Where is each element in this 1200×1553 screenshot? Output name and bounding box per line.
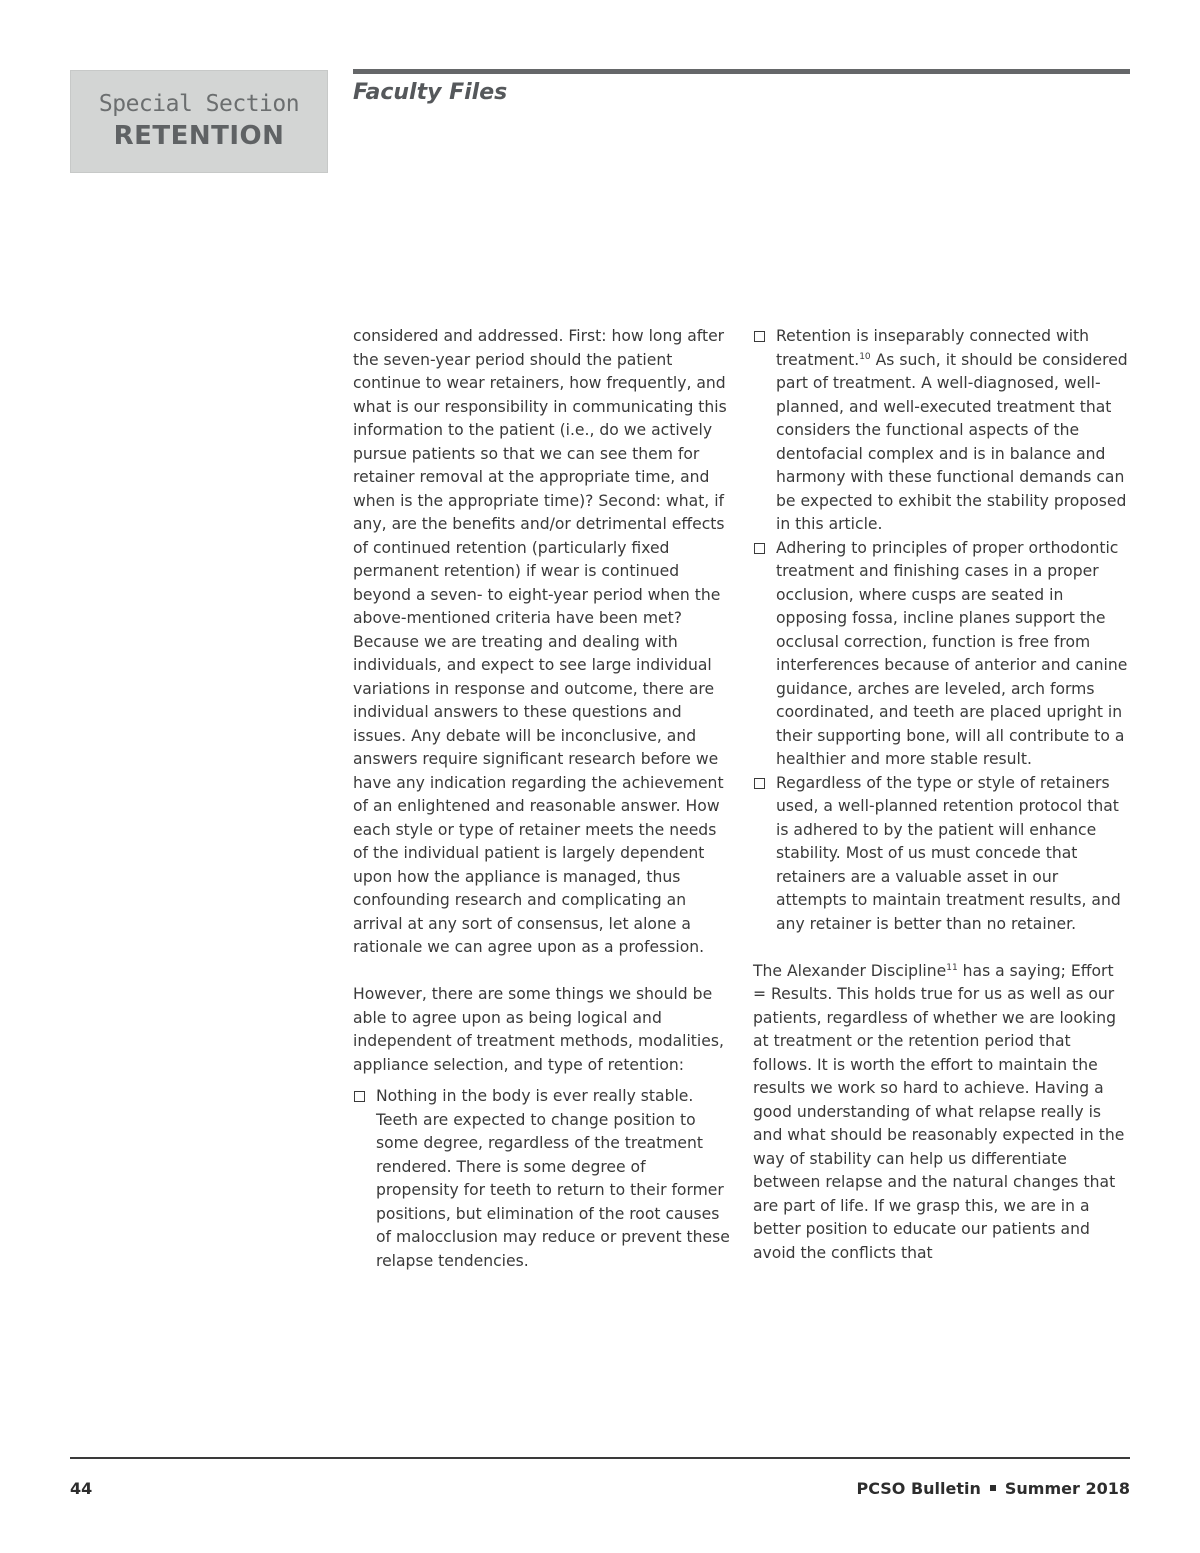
page-title: Faculty Files (353, 80, 508, 105)
body-paragraph (753, 960, 1130, 1266)
right-column (753, 325, 1130, 1265)
footer-rule (70, 1457, 1130, 1459)
checkbox-bullet-icon (754, 543, 765, 554)
special-section-box (70, 70, 328, 173)
publication-name: PCSO Bulletin (856, 1479, 981, 1498)
left-column (353, 325, 730, 1273)
reference-superscript: 10 (859, 351, 871, 362)
checkbox-bullet-icon (754, 778, 765, 789)
section-label: Special Section (98, 91, 300, 117)
paragraph-text: has a saying; Effort = Results. This holds true for us as well as our patients, regardless of whether we are looking at treatment or the retention period that follows. It is worth the effort to maintain the results we work so hard to achieve. Having a good understanding of what relapse really is and what should be reasonably expected in the way of stability can help us differentiate between relapse and the natural changes that are part of life. If we grasp this, we are in a better position to educate our patients and avoid the conflicts that (753, 961, 1125, 1262)
body-paragraph: considered and addressed. First: how long after the seven-year period should the patient continue to wear retainers, how frequently, and what is our responsibility in communicating this information to the patient (i.e., do we actively pursue patients so that we can see them for retainer removal at the appropriate time, and when is the appropriate time)? Second: what, if any, are the benefits and/or detrimental effects of continued retention (particularly fixed permanent retention) if wear is continued beyond a seven- to eight-year period when the above-mentioned criteria have been met? Because we are treating and dealing with individuals, and expect to see large individual variations in response and outcome, there are individual answers to these questions and issues. Any debate will be inconclusive, and answers require significant research before we have any indication regarding the achievement of an enlightened and reasonable answer. How each style or type of retainer meets the needs of the individual patient is largely dependent upon how the appliance is managed, thus confounding research and complicating an arrival at any sort of consensus, let alone a rationale we can agree upon as a profession. (353, 327, 727, 956)
list-item (753, 325, 1130, 537)
checkbox-bullet-icon (754, 331, 765, 342)
paragraph-text: The Alexander Discipline (753, 961, 947, 980)
header-rule (353, 69, 1130, 74)
section-title: RETENTION (113, 121, 285, 151)
list-item-text: Regardless of the type or style of retainers used, a well-planned retention protocol that is adhered to by the patient will enhance stability. Most of us must concede that retainers are a valuable asset in our attempts to maintain treatment results, and any retainer is better than no retainer. (776, 773, 1121, 933)
square-separator-icon (990, 1485, 996, 1491)
reference-superscript: 11 (946, 962, 958, 973)
page-number: 44 (70, 1479, 93, 1498)
list-item (753, 772, 1130, 937)
list-item-text: Nothing in the body is ever really stable. Teeth are expected to change position to some degree, regardless of the treatment rendered. There is some degree of propensity for teeth to return to their former positions, but elimination of the root causes of malocclusion may reduce or prevent these relapse tendencies. (376, 1087, 730, 1270)
body-paragraph: However, there are some things we should be able to agree upon as being logical and independent of treatment methods, modalities, appliance selection, and type of retention: (353, 985, 724, 1074)
checkbox-bullet-icon (354, 1091, 365, 1102)
list-item (353, 1085, 730, 1273)
bullet-list (753, 325, 1130, 936)
footer-publication (857, 1479, 1131, 1498)
issue-name: Summer 2018 (1004, 1479, 1130, 1498)
list-item-text: As such, it should be considered part of treatment. A well-diagnosed, well-planned, and well-executed treatment that considers the functional aspects of the dentofacial complex and is in balance and harmony with these functional demands can be expected to exhibit the stability proposed in this article. (776, 350, 1128, 533)
bullet-list (353, 1085, 730, 1273)
list-item (753, 537, 1130, 772)
list-item-text: Retention is inseparably connected with treatment. (776, 327, 1090, 369)
list-item-text: Adhering to principles of proper orthodontic treatment and finishing cases in a proper occlusion, where cusps are seated in opposing fossa, incline planes support the occlusal correction, function is free from interferences because of anterior and canine guidance, arches are leveled, arch forms coordinated, and teeth are placed upright in their supporting bone, will all contribute to a healthier and more stable result. (776, 538, 1128, 768)
